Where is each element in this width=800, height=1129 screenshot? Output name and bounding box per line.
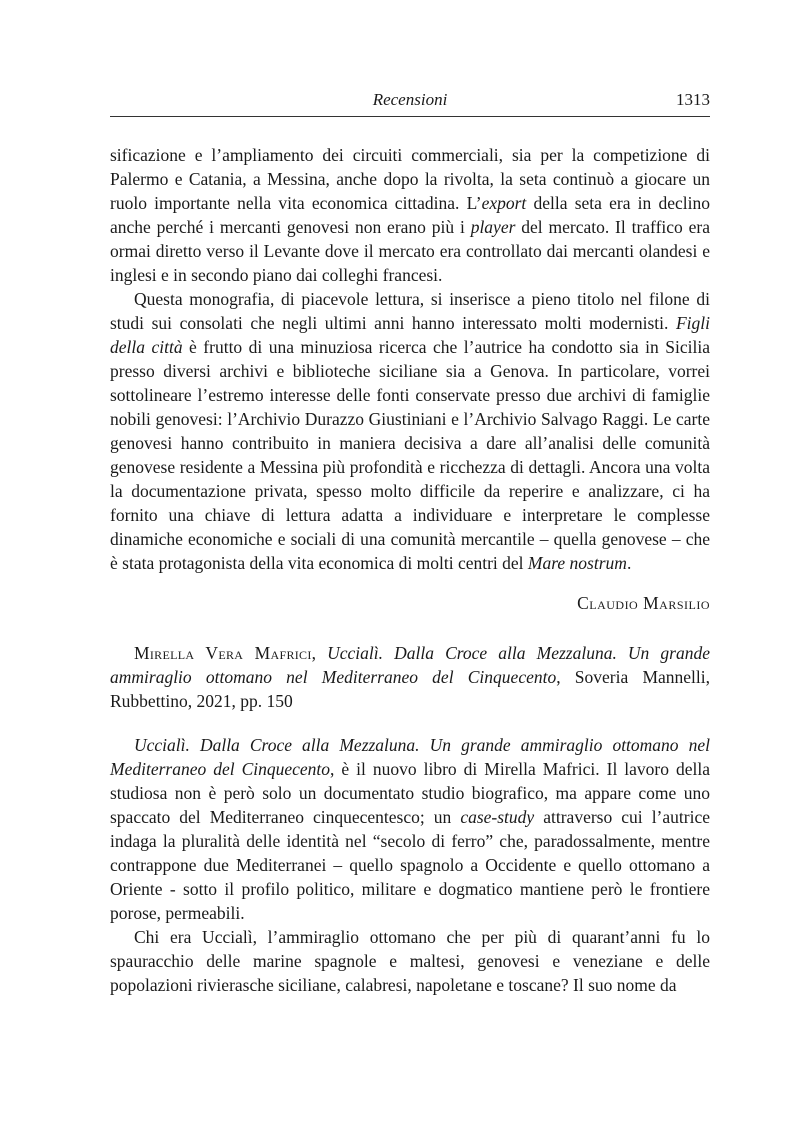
paragraph: [110, 143, 710, 287]
author-name: Mirella Vera Mafrici: [134, 643, 312, 663]
bibliographic-reference: [110, 641, 710, 713]
book-page: [110, 90, 710, 997]
paragraph: [110, 733, 710, 925]
page-number: 1313: [676, 90, 710, 109]
paragraph: [110, 925, 710, 997]
italic-text: Figli della città: [110, 313, 710, 357]
text-run: Chi era Uccialì, l’ammiraglio ottomano che per più di quarant’anni fu lo spauracchio delle marine spagnole e maltesi, genovesi e veneziane e delle popolazioni rivierasche siciliane, calabresi, napoletane e toscane? Il suo nome da: [110, 927, 710, 995]
text-run: .: [626, 553, 632, 573]
text-run: della seta era in declino anche perché i mercanti genovesi non erano più i: [110, 193, 710, 237]
text-run: , Soveria Mannelli, Rubbettino, 2021, pp. 150: [110, 667, 711, 711]
italic-text: export: [481, 193, 527, 213]
review-body: [110, 733, 710, 997]
text-run: sificazione e l’ampliamento dei circuiti commerciali, sia per la competizione di Palermo e Catania, a Messina, anche dopo la rivolta, la seta continuò a giocare un ruolo importante nella vita economica cittadina. L’: [110, 145, 710, 213]
review-1: [110, 143, 710, 615]
text-run: è frutto di una minuziosa ricerca che l’autrice ha condotto sia in Sicilia presso diversi archivi e biblioteche siciliane sia a Genova. In particolare, vorrei sottolineare l’estremo interesse delle fonti conservate presso due archivi di famiglie nobili genovesi: l’Archivio Durazzo Giustiniani e l’Archivio Salvago Raggi. Le carte genovesi hanno contribuito in maniera decisiva a dare all’analisi delle comunità genovese residente a Messina più profondità e ricchezza di dettagli. Ancora una volta la documentazione privata, spesso molto difficile da reperire e analizzare, ci ha fornito una chiave di lettura adatta a individuare e interpretare le complesse dinamiche economiche e sociali di una comunità mercantile – quella genovese – che è stata protagonista della vita economica di molti centri del: [110, 337, 710, 573]
reviewer-signature: Claudio Marsilio: [577, 593, 710, 613]
italic-text: Mare nostrum: [527, 553, 627, 573]
text-run: attraverso cui l’autrice indaga la pluralità delle identità nel “secolo di ferro” che, paradossalmente, mentre contrappone due Mediterranei – quello spagnolo a Occidente e quello ottomano a Oriente - sotto il profilo politico, militare e dogmatico mantiene però le frontiere porose, permeabili.: [110, 807, 710, 923]
running-title: Recensioni: [372, 90, 448, 109]
text-run: del mercato. Il traffico era ormai diretto verso il Levante dove il mercato era controllato dai mercanti olandesi e inglesi e in secondo piano dai colleghi francesi.: [110, 217, 710, 285]
text-run: , è il nuovo libro di Mirella Mafrici. Il lavoro della studiosa non è però solo un documentato studio biografico, ma appare come uno spaccato del Mediterraneo cinquecentesco; un: [110, 759, 710, 827]
review-2: [110, 641, 710, 997]
text-run: Questa monografia, di piacevole lettura, si inserisce a pieno titolo nel filone di studi sui consolati che negli ultimi anni hanno interessato molti modernisti.: [110, 289, 710, 333]
italic-text: Uccialì. Dalla Croce alla Mezzaluna. Un grande ammiraglio ottomano nel Mediterraneo del Cinquecento: [110, 735, 710, 779]
italic-text: case-study: [460, 807, 535, 827]
running-header: [110, 90, 710, 117]
italic-text: player: [470, 217, 516, 237]
paragraph: [110, 287, 710, 575]
text-run: ,: [311, 643, 328, 663]
italic-text: Uccialì. Dalla Croce alla Mezzaluna. Un grande ammiraglio ottomano nel Mediterraneo del Cinquecento: [110, 643, 710, 687]
